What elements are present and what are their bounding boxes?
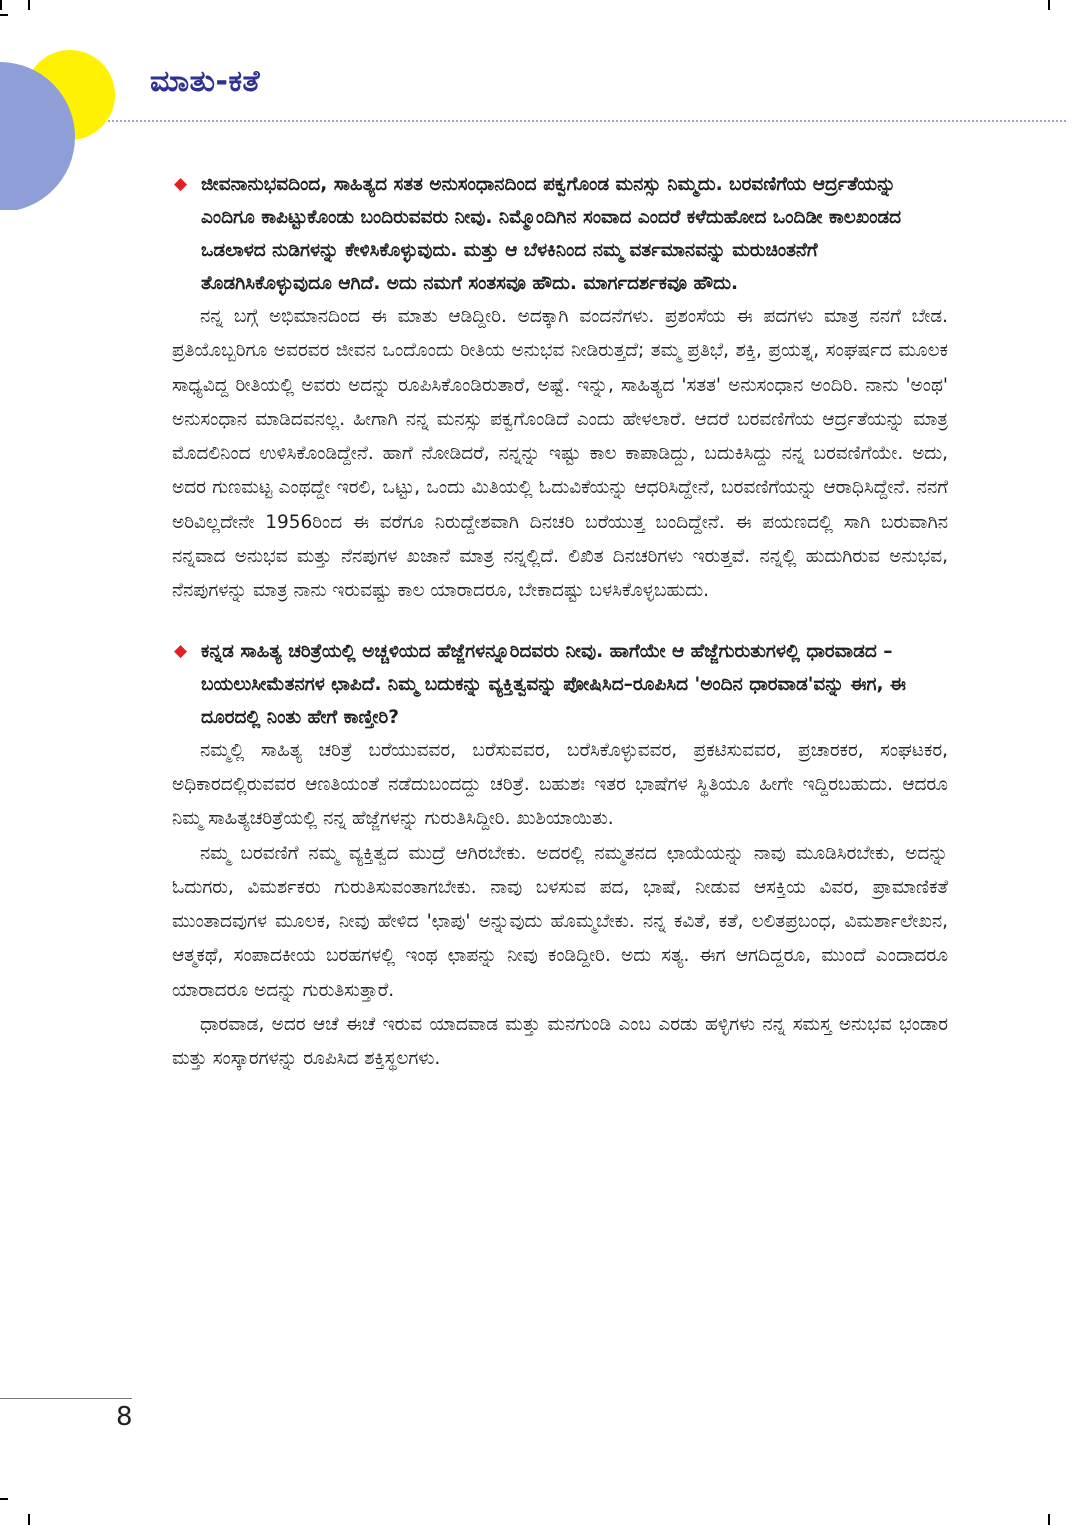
question-text: ಕನ್ನಡ ಸಾಹಿತ್ಯ ಚರಿತ್ರೆಯಲ್ಲಿ ಅಚ್ಚಳಿಯದ ಹೆಜ್ಜೆಗಳನ್ನೂರಿದವರು ನೀವು. ಹಾಗೆಯೇ ಆ ಹೆಜ್ಜೆಗುರುತುಗಳಲ್ಲಿ ಧಾರವಾಡದ – ಬಯಲುಸೀಮೆತನಗಳ ಛಾಪಿದೆ. ನಿಮ್ಮ ಬದುಕನ್ನು ವ್ಯಕ್ತಿತ್ವವನ್ನು ಪೋಷಿಸಿದ–ರೂಪಿಸಿದ 'ಅಂದಿನ ಧಾರವಾಡ'ವನ್ನು ಈಗ, ಈ ದೂರದಲ್ಲಿ ನಿಂತು ಹೇಗೆ ಕಾಣ್ತೀರಿ? [201, 640, 906, 728]
diamond-bullet-icon: ◆ [174, 174, 188, 194]
question-text: ಜೀವನಾನುಭವದಿಂದ, ಸಾಹಿತ್ಯದ ಸತತ ಅನುಸಂಧಾನದಿಂದ ಪಕ್ವಗೊಂಡ ಮನಸ್ಸು ನಿಮ್ಮದು. ಬರವಣಿಗೆಯ ಆರ್ದ್ರತೆಯನ್ನು ಎಂದಿಗೂ ಕಾಪಿಟ್ಟುಕೊಂಡು ಬಂದಿರುವವರು ನೀವು. ನಿಮ್ಮೊಂದಿಗಿನ ಸಂವಾದ ಎಂದರೆ ಕಳೆದುಹೋದ ಒಂದಿಡೀ ಕಾಲಖಂಡದ ಒಡಲಾಳದ ನುಡಿಗಳನ್ನು ಕೇಳಿಸಿಕೊಳ್ಳುವುದು. ಮತ್ತು ಆ ಬೆಳಕಿನಿಂದ ನಮ್ಮ ವರ್ತಮಾನವನ್ನು ಮರುಚಿಂತನೆಗೆ ತೊಡಗಿಸಿಕೊಳ್ಳುವುದೂ ಆಗಿದೆ. ಅದು ನಮಗೆ ಸಂತಸವೂ ಹೌದು. ಮಾರ್ಗದರ್ಶಕವೂ ಹೌದು. [201, 174, 902, 294]
crop-mark-top-right [1048, 0, 1050, 10]
crop-mark-bottom-right [1048, 1514, 1050, 1525]
page-number: 8 [116, 1402, 133, 1432]
section-title: ಮಾತು-ಕತೆ [150, 64, 261, 99]
decorative-circles [0, 0, 120, 210]
crop-mark-bottom-center [28, 1514, 30, 1525]
crop-mark-bottom-left [0, 1498, 8, 1500]
answer-paragraph: ನನ್ನ ಬಗ್ಗೆ ಅಭಿಮಾನದಿಂದ ಈ ಮಾತು ಆಡಿದ್ದೀರಿ. ಅದಕ್ಕಾಗಿ ವಂದನೆಗಳು. ಪ್ರಶಂಸೆಯ ಈ ಪದಗಳು ಮಾತ್ರ ನನಗೆ ಬೇಡ. ಪ್ರತಿಯೊಬ್ಬರಿಗೂ ಅವರವರ ಜೀವನ ಒಂದೊಂದು ರೀತಿಯ ಅನುಭವ ನೀಡಿರುತ್ತದೆ; ತಮ್ಮ ಪ್ರತಿಭೆ, ಶಕ್ತಿ, ಪ್ರಯತ್ನ, ಸಂಘರ್ಷದ ಮೂಲಕ ಸಾಧ್ಯವಿದ್ದ ರೀತಿಯಲ್ಲಿ ಅವರು ಅದನ್ನು ರೂಪಿಸಿಕೊಂಡಿರುತಾರೆ, ಅಷ್ಟೆ. ಇನ್ನು, ಸಾಹಿತ್ಯದ 'ಸತತ' ಅನುಸಂಧಾನ ಅಂದಿರಿ. ನಾನು 'ಅಂಥ' ಅನುಸಂಧಾನ ಮಾಡಿದವನಲ್ಲ. ಹೀಗಾಗಿ ನನ್ನ ಮನಸ್ಸು ಪಕ್ವಗೊಂಡಿದೆ ಎಂದು ಹೇಳಲಾರೆ. ಆದರೆ ಬರವಣಿಗೆಯ ಆರ್ದ್ರತೆಯನ್ನು ಮಾತ್ರ ಮೊದಲಿನಿಂದ ಉಳಿಸಿಕೊಂಡಿದ್ದೇನೆ. ಹಾಗೆ ನೋಡಿದರೆ, ನನ್ನನ್ನು ಇಷ್ಟು ಕಾಲ ಕಾಪಾಡಿದ್ದು, ಬದುಕಿಸಿದ್ದು ನನ್ನ ಬರವಣಿಗೆಯೇ. ಅದು, ಅದರ ಗುಣಮಟ್ಟ ಎಂಥದ್ದೇ ಇರಲಿ, ಒಟ್ಟು, ಒಂದು ಮಿತಿಯಲ್ಲಿ ಓದುವಿಕೆಯನ್ನು ಆಧರಿಸಿದ್ದೇನೆ, ಬರವಣಿಗೆಯನ್ನು ಆರಾಧಿಸಿದ್ದೇನೆ. ನನಗೆ ಅರಿವಿಲ್ಲದೇನೇ 1956ರಿಂದ ಈ ವರೆಗೂ ನಿರುದ್ದೇಶವಾಗಿ ದಿನಚರಿ ಬರೆಯುತ್ತ ಬಂದಿದ್ದೇನೆ. ಈ ಪಯಣದಲ್ಲಿ ಸಾಗಿ ಬರುವಾಗಿನ ನನ್ನವಾದ ಅನುಭವ ಮತ್ತು ನೆನಪುಗಳ ಖಜಾನೆ ಮಾತ್ರ ನನ್ನಲ್ಲಿದೆ. ಲಿಖಿತ ದಿನಚರಿಗಳು ಇರುತ್ತವೆ. ನನ್ನಲ್ಲಿ ಹುದುಗಿರುವ ಅನುಭವ, ನೆನಪುಗಳನ್ನು ಮಾತ್ರ ನಾನು ಇರುವಷ್ಟು ಕಾಲ ಯಾರಾದರೂ, ಬೇಕಾದಷ್ಟು ಬಳಸಿಕೊಳ್ಳಬಹುದು. [172, 306, 948, 602]
answer-paragraph: ನಮ್ಮ ಬರವಣಿಗೆ ನಮ್ಮ ವ್ಯಕ್ತಿತ್ವದ ಮುದ್ರೆ ಆಗಿರಬೇಕು. ಅದರಲ್ಲಿ ನಮ್ಮತನದ ಛಾಯೆಯನ್ನು ನಾವು ಮೂಡಿಸಿರಬೇಕು, ಅದನ್ನು ಓದುಗರು, ವಿಮರ್ಶಕರು ಗುರುತಿಸುವಂತಾಗಬೇಕು. ನಾವು ಬಳಸುವ ಪದ, ಭಾಷೆ, ನೀಡುವ ಆಸಕ್ತಿಯ ವಿವರ, ಪ್ರಾಮಾಣಿಕತೆ ಮುಂತಾದವುಗಳ ಮೂಲಕ, ನೀವು ಹೇಳಿದ 'ಛಾಪು' ಅನ್ನುವುದು ಹೊಮ್ಮಬೇಕು. ನನ್ನ ಕವಿತೆ, ಕತೆ, ಲಲಿತಪ್ರಬಂಧ, ವಿಮರ್ಶಾಲೇಖನ, ಆತ್ಮಕಥೆ, ಸಂಪಾದಕೀಯ ಬರಹಗಳಲ್ಲಿ ಇಂಥ ಛಾಪನ್ನು ನೀವು ಕಂಡಿದ್ದೀರಿ. ಅದು ಸತ್ಯ. ಈಗ ಆಗದಿದ್ದರೂ, ಮುಂದೆ ಎಂದಾದರೂ ಯಾರಾದರೂ ಅದನ್ನು ಗುರುತಿಸುತ್ತಾರೆ. [172, 842, 948, 1001]
interview-content [172, 168, 948, 1077]
answer-paragraph: ಧಾರವಾಡ, ಅದರ ಆಚೆ ಈಚೆ ಇರುವ ಯಾದವಾಡ ಮತ್ತು ಮನಗುಂಡಿ ಎಂಬ ಎರಡು ಹಳ್ಳಿಗಳು ನನ್ನ ಸಮಸ್ತ ಅನುಭವ ಭಂಡಾರ ಮತ್ತು ಸಂಸ್ಕಾರಗಳನ್ನು ರೂಪಿಸಿದ ಶಕ್ತಿಸ್ಥಲಗಳು. [172, 1014, 948, 1070]
question-1 [172, 168, 916, 300]
footer-rule [0, 1398, 132, 1399]
dotted-divider [108, 120, 1066, 122]
diamond-bullet-icon: ◆ [174, 640, 188, 661]
answer-paragraph: ನಮ್ಮಲ್ಲಿ ಸಾಹಿತ್ಯ ಚರಿತ್ರೆ ಬರೆಯುವವರ, ಬರೆಸುವವರ, ಬರೆಸಿಕೊಳ್ಳುವವರ, ಪ್ರಕಟಿಸುವವರ, ಪ್ರಚಾರಕರ, ಸಂಘಟಕರ, ಅಧಿಕಾರದಲ್ಲಿರುವವರ ಆಣತಿಯಂತೆ ನಡೆದುಬಂದದ್ದು ಚರಿತ್ರೆ. ಬಹುಶಃ ಇತರ ಭಾಷೆಗಳ ಸ್ಥಿತಿಯೂ ಹೀಗೇ ಇದ್ದಿರಬಹುದು. ಆದರೂ ನಿಮ್ಮ ಸಾಹಿತ್ಯಚರಿತ್ರೆಯಲ್ಲಿ ನನ್ನ ಹೆಜ್ಜೆಗಳನ್ನು ಗುರುತಿಸಿದ್ದೀರಿ. ಖುಶಿಯಾಯಿತು. [172, 739, 948, 830]
question-2 [172, 635, 916, 734]
section-gap [172, 609, 948, 635]
